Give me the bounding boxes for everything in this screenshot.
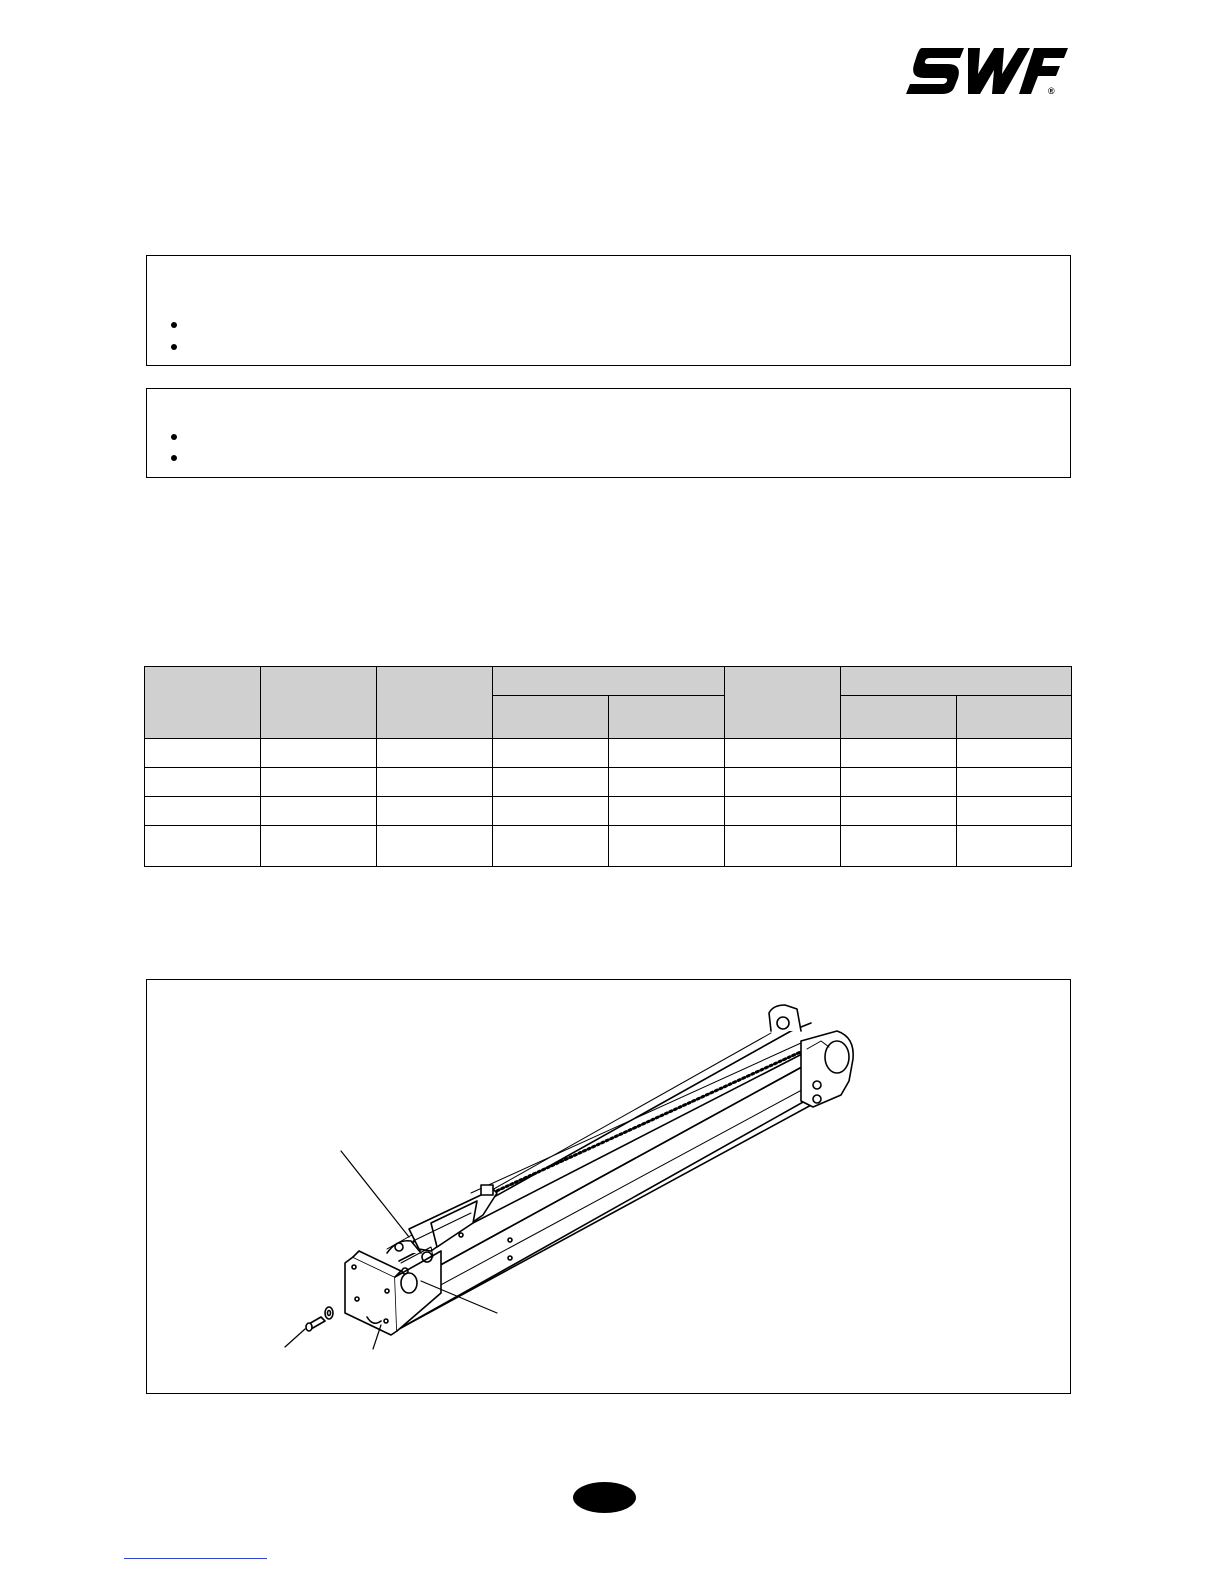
- table-cell: [725, 768, 841, 797]
- table-cell: [841, 739, 957, 768]
- bullet-dot: [171, 344, 177, 350]
- table-row: [145, 797, 1072, 826]
- header-subcell: [493, 696, 609, 739]
- table-cell: [957, 826, 1072, 867]
- table-cell: [261, 768, 377, 797]
- table-cell: [841, 797, 957, 826]
- table-cell: [957, 797, 1072, 826]
- table-cell: [377, 826, 493, 867]
- header-cell-group: [841, 667, 1072, 696]
- header-cell: [725, 667, 841, 739]
- header-subcell: [841, 696, 957, 739]
- table-header-row-1: [145, 667, 1072, 696]
- table-cell: [725, 797, 841, 826]
- table-cell: [957, 739, 1072, 768]
- header-cell-group: [493, 667, 725, 696]
- table-cell: [145, 797, 261, 826]
- table-cell: [493, 797, 609, 826]
- table-cell: [377, 797, 493, 826]
- table-cell: [261, 739, 377, 768]
- header-subcell: [609, 696, 725, 739]
- page-number-badge: [573, 1482, 636, 1513]
- header-cell: [145, 667, 261, 739]
- table-cell: [841, 768, 957, 797]
- bolt-washer: [306, 1307, 333, 1331]
- callout-line-3: [285, 1329, 305, 1347]
- table-cell: [609, 797, 725, 826]
- table-cell: [609, 739, 725, 768]
- table-cell: [145, 826, 261, 867]
- table-cell: [609, 826, 725, 867]
- bullet-dot: [171, 455, 177, 461]
- table-row: [145, 826, 1072, 867]
- table-row: [145, 739, 1072, 768]
- table-cell: [377, 768, 493, 797]
- table-cell: [261, 797, 377, 826]
- table-cell: [493, 768, 609, 797]
- table-cell: [377, 739, 493, 768]
- beam-body: [387, 1023, 839, 1329]
- table-cell: [609, 768, 725, 797]
- registered-mark: ®: [1048, 86, 1055, 96]
- table-row: [145, 768, 1072, 797]
- table-cell: [725, 826, 841, 867]
- header-cell: [261, 667, 377, 739]
- table-cell: [841, 826, 957, 867]
- swf-logo-mark: [906, 48, 1068, 94]
- motor-block: [345, 1241, 441, 1335]
- spec-table: [144, 666, 1072, 867]
- x-axis-beam-drawing: [147, 980, 1069, 1392]
- bullet-dot: [171, 322, 177, 328]
- table-cell: [493, 826, 609, 867]
- figure-frame: [146, 979, 1071, 1394]
- table-cell: [145, 768, 261, 797]
- callout-line-1: [341, 1151, 409, 1237]
- header-subcell: [957, 696, 1072, 739]
- table-cell: [957, 768, 1072, 797]
- swf-logo: [904, 44, 1068, 98]
- notice-box-2: [146, 388, 1071, 478]
- table-cell: [261, 826, 377, 867]
- footer-link[interactable]: [124, 1558, 267, 1559]
- table-cell: [493, 739, 609, 768]
- table-cell: [145, 739, 261, 768]
- header-cell: [377, 667, 493, 739]
- table-cell: [725, 739, 841, 768]
- bullet-dot: [171, 434, 177, 440]
- notice-box-1: [146, 255, 1071, 366]
